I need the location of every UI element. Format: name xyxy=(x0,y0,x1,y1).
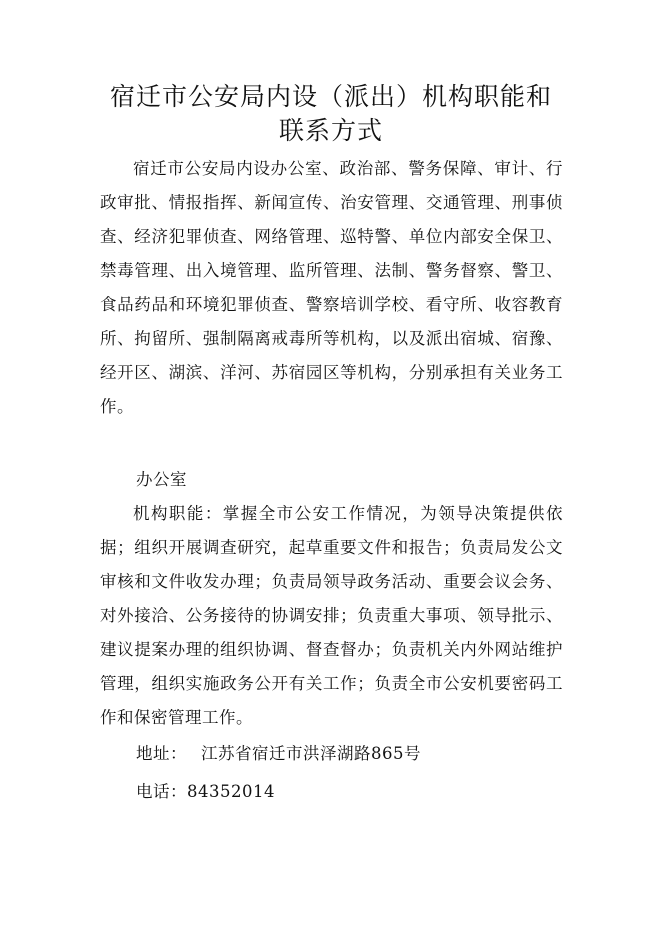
phone-value: 84352014 xyxy=(187,782,275,801)
section-heading: 办公室 xyxy=(136,470,187,489)
address-label: 地址： xyxy=(136,744,187,763)
address-value: 江苏省宿迁市洪泽湖路865号 xyxy=(201,744,421,763)
document-title: 宿迁市公安局内设（派出）机构职能和联系方式 xyxy=(109,82,552,145)
address-line xyxy=(136,737,421,771)
phone-label: 电话： xyxy=(136,782,187,801)
phone-line xyxy=(136,775,275,809)
intro-paragraph: 宿迁市公安局内设办公室、政治部、警务保障、审计、行政审批、情报指挥、新闻宣传、治安管理、交通管理、刑事侦查、经济犯罪侦查、网络管理、巡特警、单位内部安全保卫、禁毒管理、出入境管理、监所管理、法制、警务督察、警卫、食品药品和环境犯罪侦查、警察培训学校、看守所、收容教育所、拘留所、强制隔离戒毒所等机构，以及派出宿城、宿豫、经开区、湖滨、洋河、苏宿园区等机构，分别承担有关业务工作。 xyxy=(100,159,563,416)
functions-paragraph: 机构职能：掌握全市公安工作情况，为领导决策提供依据；组织开展调查研究，起草重要文件和报告；负责局发公文审核和文件收发办理；负责局领导政务活动、重要会议会务、对外接洽、公务接待的协调安排；负责重大事项、领导批示、建议提案办理的组织协调、督查督办；负责机关内外网站维护管理，组织实施政务公开有关工作；负责全市公安机要密码工作和保密管理工作。 xyxy=(100,504,563,727)
